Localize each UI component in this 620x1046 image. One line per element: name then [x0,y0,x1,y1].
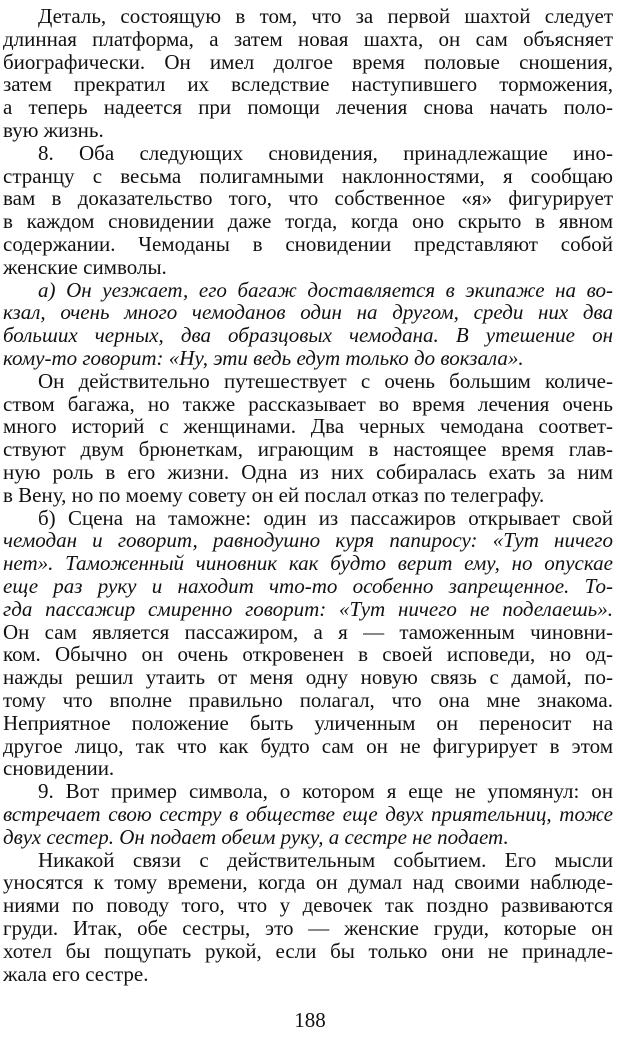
text-line: много историй с женщинами. Два черных чемодана соответ- [3,414,613,439]
text-line: ниями по поводу того, что у девочек так поздно развиваются [3,893,613,918]
text-line: странцу с весьма полигамными наклонностями, я сообщаю [3,163,613,188]
text-line: Деталь, состоящую в том, что за первой шахтой следует [38,4,613,28]
text-line: чемодан и говорит, равнодушно куря папиросу: «Тут ничего [3,528,613,553]
text-line: длинная платформа, а затем новая шахта, он сам объясняет [3,26,613,51]
text-line: нет». Таможенный чиновник как будто верит ему, но опускае [3,551,613,576]
text-line: 8. Оба следующих сновидения, принадлежащие ино- [38,140,613,165]
text-line: в Вену, но по моему совету он ей послал отказ по телеграфу. [3,482,545,507]
text-line: двух сестер. Он подает обеим руку, а сестре не подает. [3,824,509,849]
text-line: содержании. Чемоданы в сновидении представляют собой [3,232,613,256]
text-line: Никакой связи с действительным событием. Его мысли [38,847,613,872]
text-line: ную роль в его жизни. Одна из них собиралась ехать за ним [3,460,613,484]
text-line: сновидении. [3,756,115,781]
text-line: тому что вполне правильно полагал, что она мне знакома. [3,688,613,712]
text-line: нажды решил утаить от меня одну новую связь с дамой, по- [3,665,613,690]
text-line: встречает свою сестру в обществе еще двух приятельниц, тоже [3,802,613,826]
page-number: 188 [294,1008,326,1032]
text-line: затем прекратил их вследствие наступившего торможения, [3,72,613,97]
text-line: еще раз руку и находит что-то особенно запрещенное. То- [3,574,613,598]
text-line: а) Он уезжает, его багаж доставляется в экипаже на во- [38,277,613,302]
text-line: вам в доказательство того, что собственное «я» фигурирует [3,186,613,211]
text-line: в каждом сновидении даже тогда, когда оно скрыто в явном [3,209,613,234]
text-line: а теперь надеется при помощи лечения снова начать поло- [3,95,613,120]
text-line: вую жизнь. [3,118,104,142]
text-line: Неприятное положение быть уличенным он переносит на [3,710,613,735]
text-line: женские символы. [3,254,167,279]
text-line: ством багажа, но также рассказывает во время лечения очень [3,391,613,416]
text-line: кому-то говорит: «Ну, эти ведь едут только до вокзала». [3,346,524,370]
text-line: другое лицо, так что как будто сам он не фигурирует в этом [3,733,613,758]
text-line: уносятся к тому времени, когда он думал над своими наблюде- [3,870,613,895]
text-line: груди. Итак, обе сестры, это — женские груди, которые он [3,916,613,940]
text-line: Он действительно путешествует с очень большим количе- [38,368,613,393]
text-line: жала его сестре. [3,961,149,986]
text-line: ком. Обычно он очень откровенен в своей исповеди, но од- [3,642,613,667]
text-line: ствуют двум брюнеткам, играющим в настоящее время глав- [3,437,613,462]
text-line: биографически. Он имел долгое время половые сношения, [3,49,613,74]
text-line: кзал, очень много чемоданов один на другом, среди них два [3,300,613,325]
text-line: гда пассажир смиренно говорит: «Тут ничего не поделаешь». [3,596,613,621]
text-line: б) Сцена на таможне: один из пассажиров открывает свой [38,505,613,530]
text-line: хотел бы пощупать рукой, если бы только они не принадле- [3,938,613,963]
text-line: Он сам является пассажиром, а я — таможенным чиновни- [3,619,613,644]
text-line: 9. Вот пример символа, о котором я еще не упомянул: он [38,779,613,804]
text-line: больших черных, два образцовых чемодана. В утешение он [3,323,613,348]
